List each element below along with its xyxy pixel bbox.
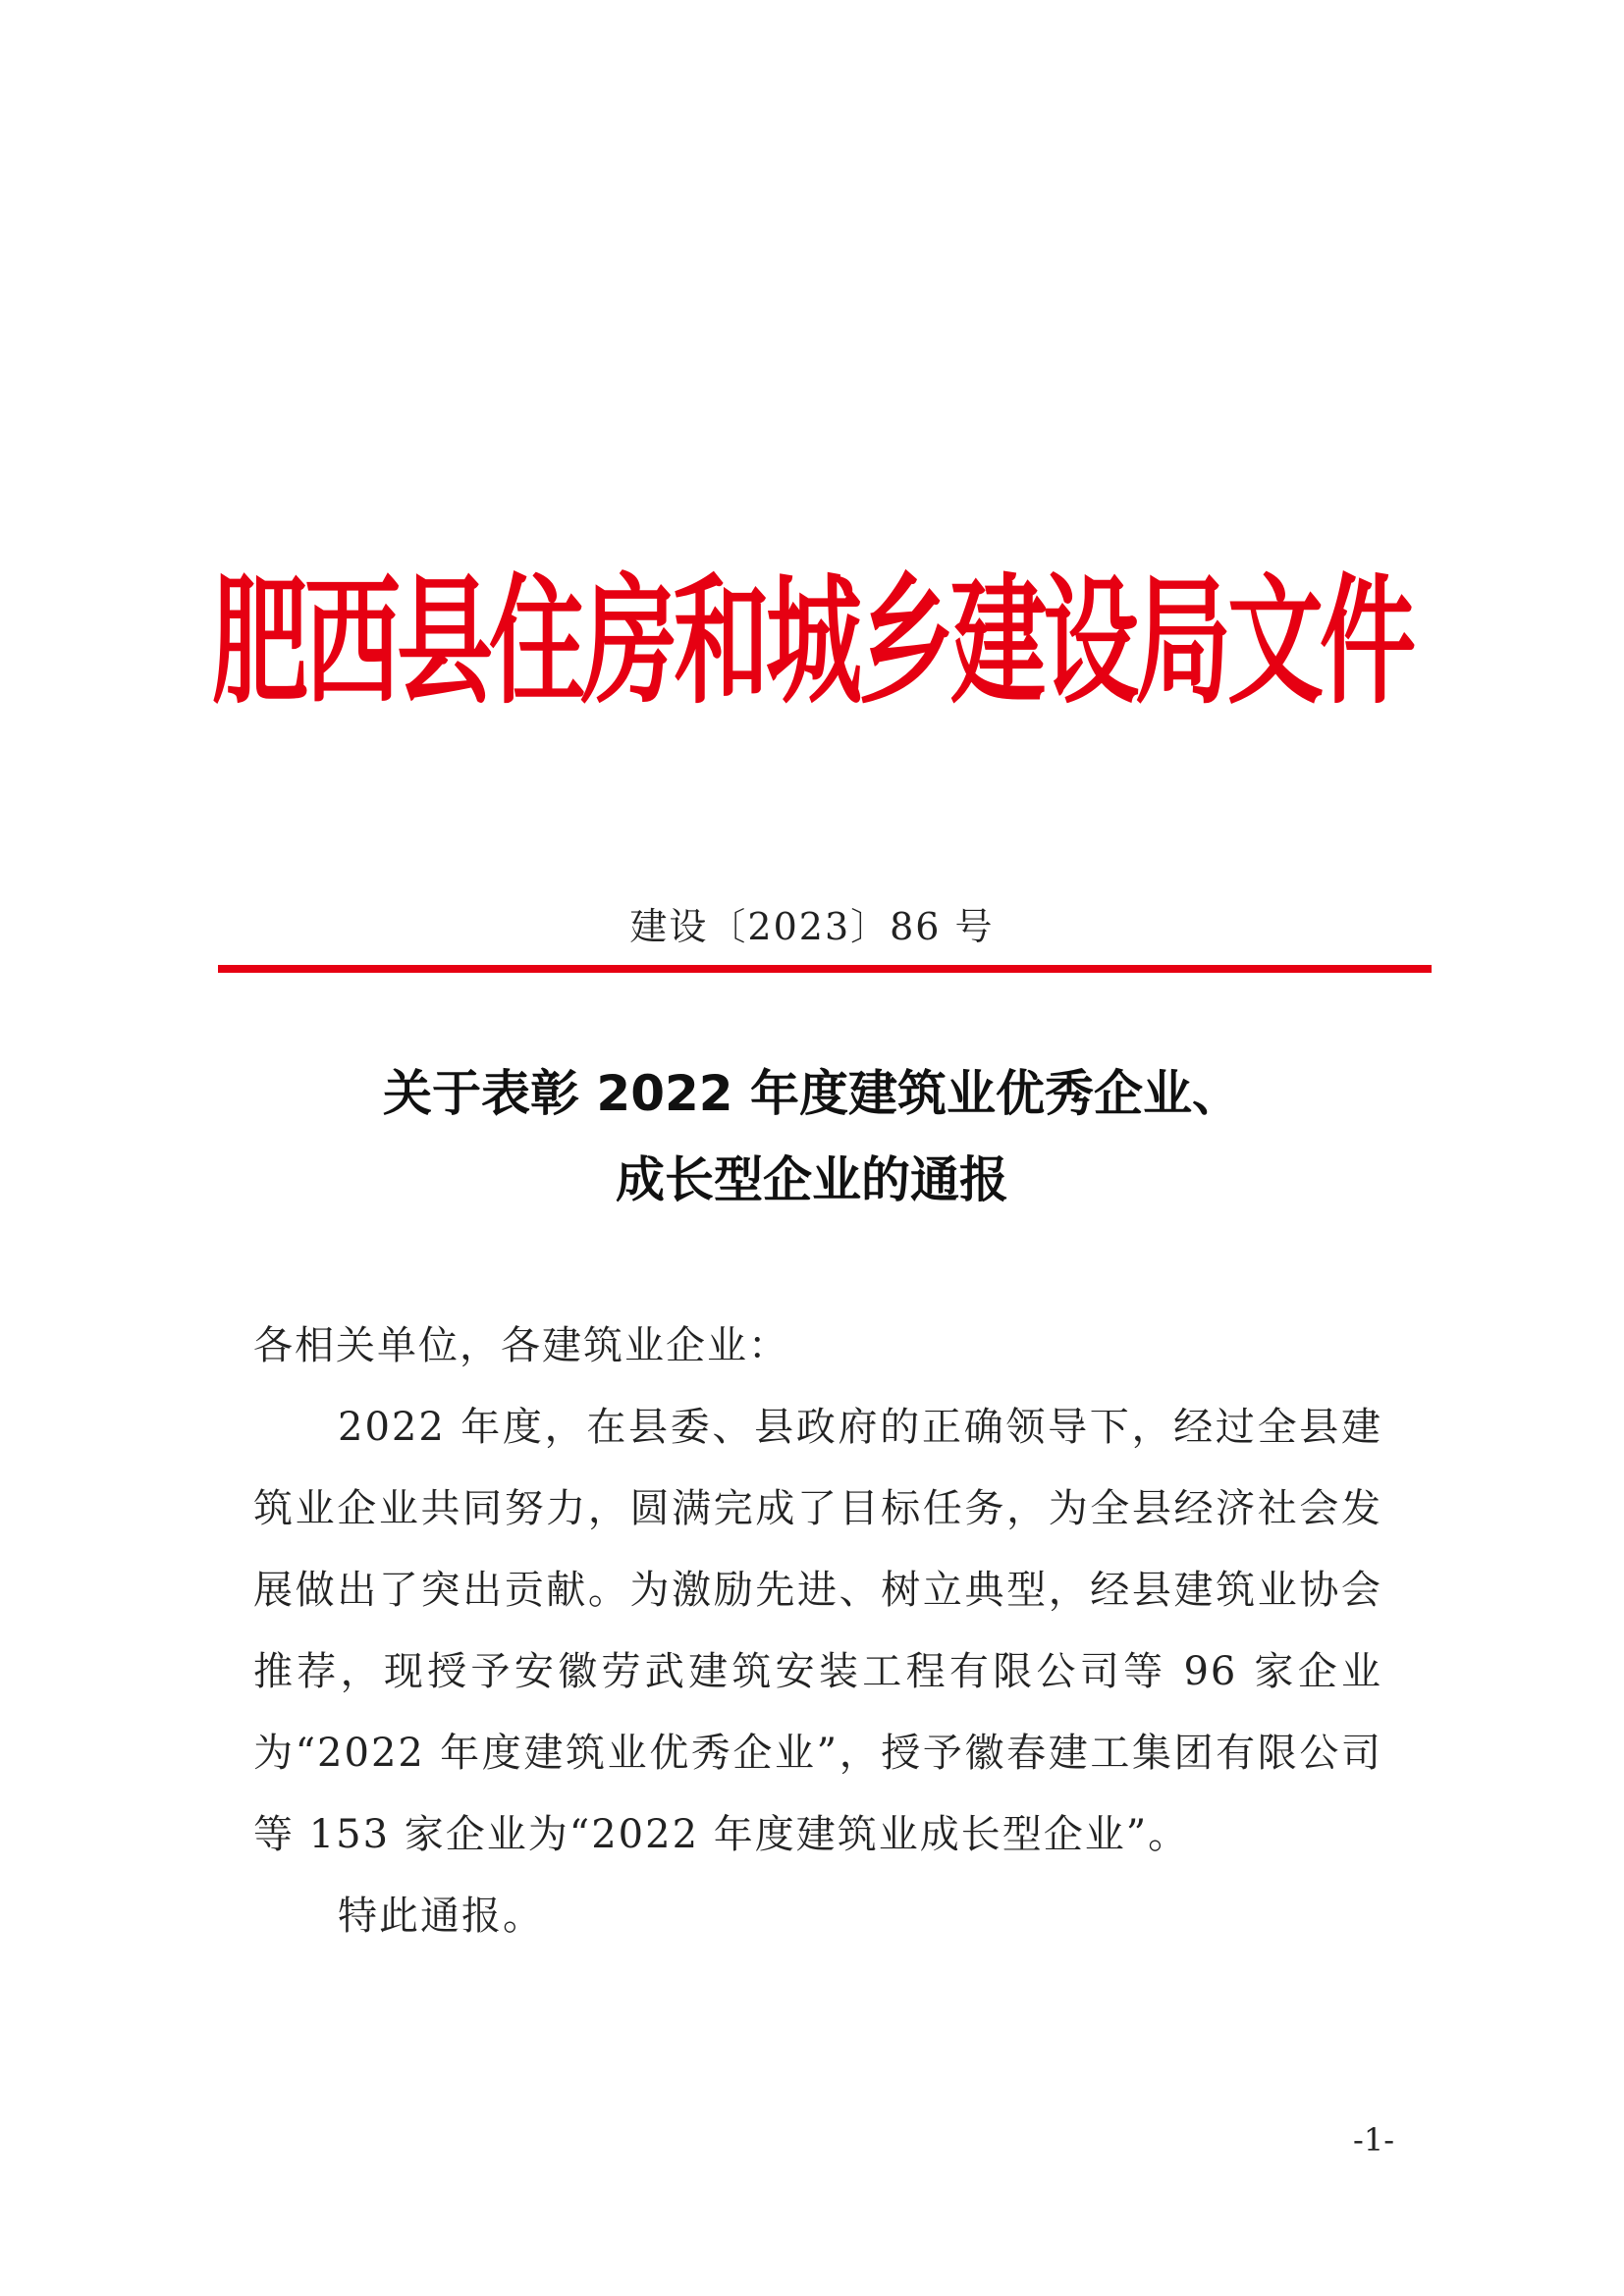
issuer-masthead: 肥西县住房和城乡建设局文件 bbox=[211, 561, 1412, 724]
red-divider-rule bbox=[218, 965, 1432, 973]
page-number: -1- bbox=[1353, 2121, 1394, 2159]
notice-title-line-1: 关于表彰 2022 年度建筑业优秀企业、 bbox=[383, 1065, 1241, 1122]
notice-title-line-2: 成长型企业的通报 bbox=[616, 1151, 1008, 1208]
notice-body bbox=[253, 1306, 1382, 1957]
document-number: 建设〔2023〕86 号 bbox=[629, 905, 995, 948]
salutation: 各相关单位，各建筑业企业： bbox=[253, 1323, 789, 1368]
notice-title bbox=[0, 1050, 1624, 1223]
body-paragraph: 2022 年度，在县委、县政府的正确领导下，经过全县建筑业企业共同努力，圆满完成了目标任务，为全县经济社会发展做出了突出贡献。为激励先进、树立典型，经县建筑业协会推荐，现授予安徽劳武建筑安装工程有限公司等 96 家企业为“2022 年度建筑业优秀企业”，授予徽春建工集团有限公司等 153 家企业为“2022 年度建筑业成长型企业”。 bbox=[253, 1405, 1382, 1857]
closing-line: 特此通报。 bbox=[338, 1894, 544, 1939]
